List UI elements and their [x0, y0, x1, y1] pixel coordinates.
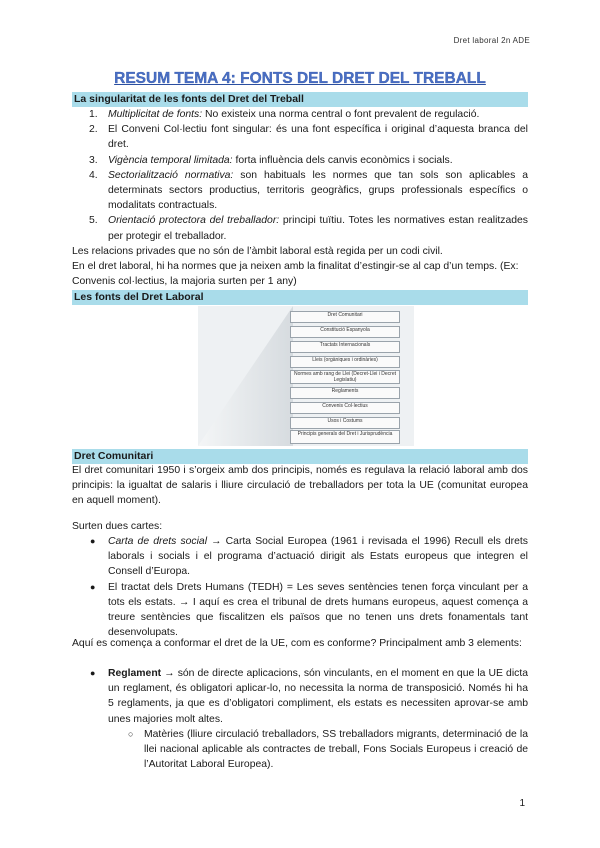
paragraph-normes-temporals: En el dret laboral, hi ha normes que ja neixen amb la finalitat d’estingir-se al cap d’un temps. (Ex: Convenis col·lectius, la majoria surten per 1 any)	[72, 261, 519, 288]
paragraph-relacions-privades: Les relacions privades que no són de l’àmbit laboral està regida per un codi civil.	[72, 246, 443, 257]
list-item: 2. El Conveni Col·lectiu font singular: és una font específica i original d’aquesta branca del dret.	[89, 124, 528, 151]
page-number: 1	[519, 798, 525, 809]
bullet-icon: ●	[90, 668, 96, 678]
singularitat-list	[72, 107, 528, 244]
list-item: 4. Sectorialització normativa: son habituals les normes que tan sols son aplicables a determinats sectors productius, territoris geogràfics, grups professionals específics o modalitats contractuals.	[89, 169, 528, 212]
paragraph-cartes: Surten dues cartes:	[72, 521, 163, 532]
page-header: Dret laboral 2n ADE	[453, 36, 530, 45]
document-title: RESUM TEMA 4: FONTS DEL DRET DEL TREBALL	[114, 70, 486, 87]
bullet-icon: ●	[90, 536, 96, 546]
pyramid-level: Normes amb rang de Llei (Decret-Llei i Decret Legislatiu)	[290, 370, 400, 384]
pyramid-level: Tractats Internacionals	[290, 341, 400, 353]
section-heading-fonts: Les fonts del Dret Laboral	[72, 290, 528, 305]
list-item: ● Carta de drets social → Carta Social Europea (1961 i revisada el 1996) Recull els drets laborals i socials i el programa d’actuació dirigit als Estats europeus que integren el Consell d’Europa.	[90, 536, 528, 578]
elements-list	[72, 666, 528, 772]
pyramid-level: Principis generals del Dret i Jurisprudència	[290, 430, 400, 444]
cartes-list	[72, 534, 528, 640]
paragraph-dret-comunitari: El dret comunitari 1950 i s’orgeix amb dos principis, només es regulava la relació laboral amb dos principis: la igualtat de salaris i lliure circulació de treballadors per tota la UE (comunitat europea en aquell moment).	[72, 465, 528, 507]
pyramid-shape	[198, 306, 293, 446]
sources-pyramid-diagram	[198, 306, 414, 446]
pyramid-level: Dret Comunitari	[290, 311, 400, 323]
paragraph-elements-ue: Aquí es comença a conformar el dret de la UE, com es conforme? Principalment amb 3 elements:	[72, 638, 522, 649]
pyramid-level: Reglaments	[290, 387, 400, 399]
pyramid-level: Constitució Espanyola	[290, 326, 400, 338]
list-item: 3. Vigència temporal limitada: forta influència dels canvis econòmics i socials.	[89, 154, 453, 166]
list-item: ○ Matèries (lliure circulació treballadors, SS treballadors migrants, determinació de la llei nacional aplicable als contractes de treball, Fons Socials Europeus i creació de l’Autoritat Laboral Europea).	[128, 728, 528, 771]
list-item: 1. Multiplicitat de fonts: No existeix una norma central o font prevalent de regulació.	[89, 109, 480, 120]
pyramid-level: Convenis Col·lectius	[290, 402, 400, 414]
pyramid-level: Usos i Costums	[290, 417, 400, 429]
circle-bullet-icon: ○	[128, 728, 134, 739]
section-heading-dret-comunitari: Dret Comunitari	[72, 449, 528, 464]
list-item: 5. Orientació protectora del treballador: principi tuïtiu. Totes les normatives estan realitzades per protegir el treballador.	[89, 215, 528, 242]
list-item: ● El tractat dels Drets Humans (TEDH) = Les seves sentències tenen força vinculant per a tots els estats. → I aquí es crea el tribunal de drets humans europeus, aquest comença a treure sentències que fiscalitzen els països que no tenen uns drets fonamentals tant desenvolupats.	[90, 581, 528, 639]
section-heading-singularitat: La singularitat de les fonts del Dret del Treball	[72, 92, 528, 107]
list-item: ● Reglament → són de directe aplicacions, són vinculants, en el moment en que la UE dicta un reglament, és obligatori aplicar-lo, no necessita la norma de transposició. Només hi ha 5 reglaments, ja que es d’obligatori compliment, els estats es necessiten aprovar-se amb unes majories molt altes.	[90, 668, 528, 725]
pyramid-level: Lleis (orgàniques i ordinàries)	[290, 356, 400, 368]
bullet-icon: ●	[90, 581, 96, 592]
